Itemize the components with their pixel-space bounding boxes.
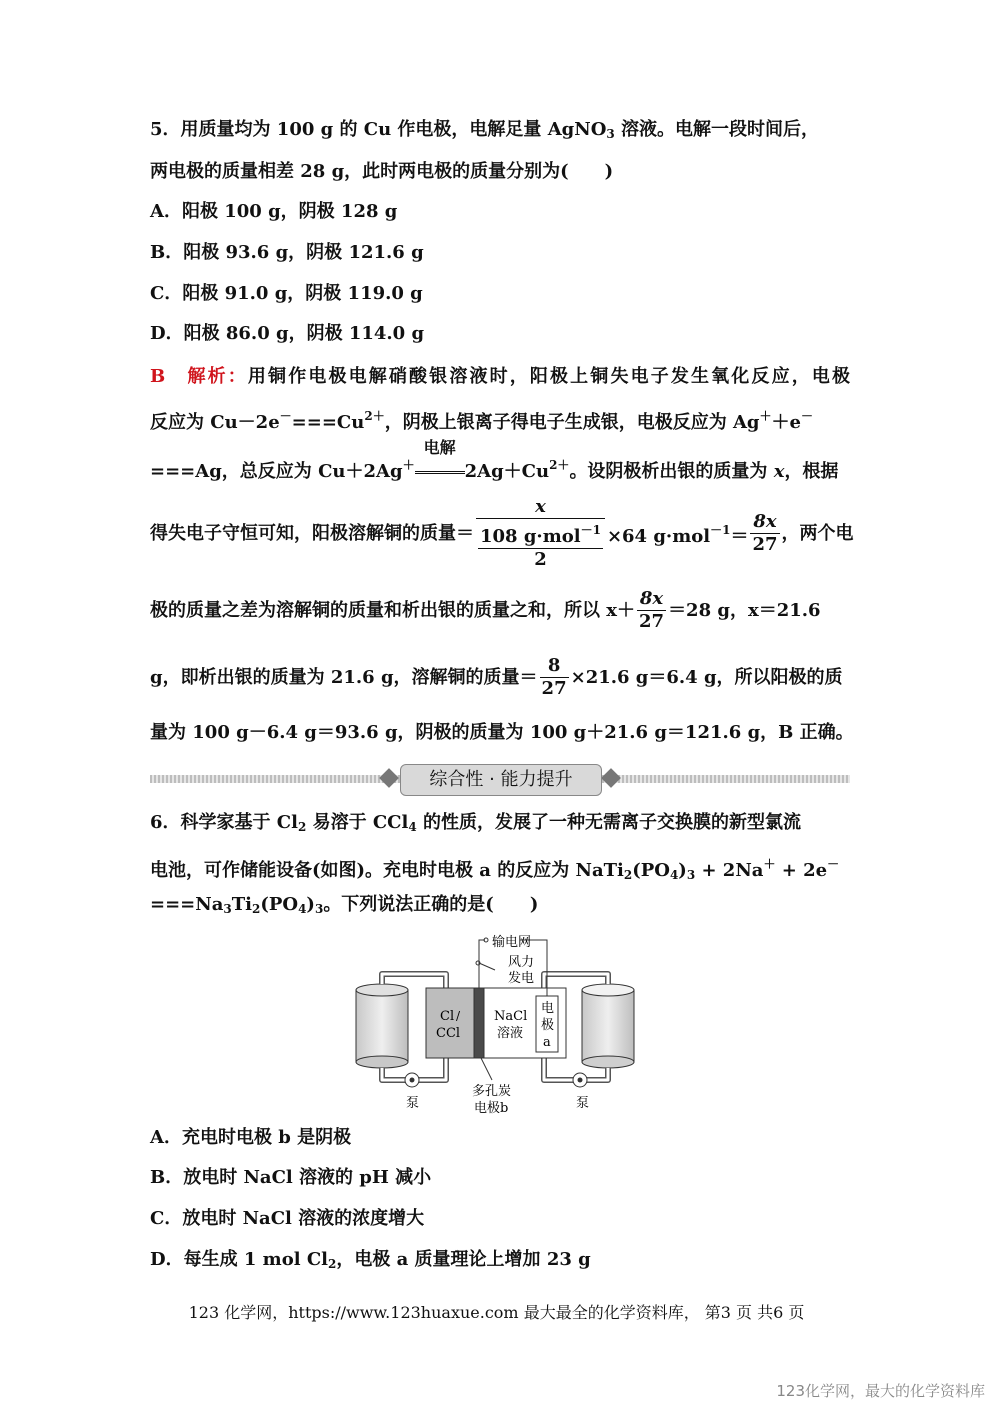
q5-explanation-line7: 量为 100 g－6.4 g＝93.6 g，阴极的质量为 100 g＋21.6 g＝121.6 g，B 正确。 xyxy=(150,722,854,743)
svg-text:泵: 泵 xyxy=(576,1096,590,1111)
porous-carbon-electrode-b xyxy=(474,988,484,1058)
q6-option-a[interactable]: A．充电时电极 b 是阴极 xyxy=(150,1127,352,1148)
eight-x-fraction: $\frac{8x}{27}$ xyxy=(752,511,778,555)
svg-text:溶液: 溶液 xyxy=(497,1026,524,1041)
left-tank xyxy=(356,984,408,1068)
answer-label: 解析： xyxy=(187,366,248,387)
svg-text:a: a xyxy=(543,1035,551,1050)
q5-option-b[interactable]: B．阳极 93.6 g，阴极 121.6 g xyxy=(150,242,424,263)
q5-explanation-line5: 极的质量之差为溶解铜的质量和析出银的质量之和，所以 x＋ $\frac{8x}{27}$ ＝28 g，x＝21.6 xyxy=(150,588,821,632)
q6-stem-line1: 6．科学家基于 $Cl_2$ 易溶于 CCl$_4$ 的性质，发展了一种无需离子交换膜的新型氯流 xyxy=(150,812,801,834)
svg-text:极: 极 xyxy=(541,1018,555,1033)
q5-option-c[interactable]: C．阳极 91.0 g，阴极 119.0 g xyxy=(150,283,423,304)
electrolysis-arrow: 电解 xyxy=(415,460,465,484)
page-footer: 123 化学网，https://www.123huaxue.com 最大最全的化学资料库， 第3 页 共6 页 xyxy=(188,1303,805,1322)
svg-text:电: 电 xyxy=(541,1001,555,1016)
right-tank xyxy=(582,984,634,1068)
q5-option-a[interactable]: A．阳极 100 g，阴极 128 g xyxy=(150,201,398,222)
svg-text:泵: 泵 xyxy=(406,1096,420,1111)
q5-explanation-line6: g，即析出银的质量为 21.6 g，溶解铜的质量＝ $\frac{8}{27}$ ×21.6 g＝6.4 g，所以阳极的质 xyxy=(150,655,843,699)
q6-stem-line3: $===Na_3Ti_2(PO_4)_3$。下列说法正确的是( ) xyxy=(150,894,539,916)
watermark: 123化学网，最大的化学资料库 xyxy=(776,1382,985,1400)
svg-text:/: / xyxy=(456,1009,461,1023)
q5-option-d[interactable]: D．阳极 86.0 g，阴极 114.0 g xyxy=(150,323,425,344)
q6-option-c[interactable]: C．放电时 NaCl 溶液的浓度增大 xyxy=(150,1208,425,1229)
q6-option-b[interactable]: B．放电时 NaCl 溶液的 pH 减小 xyxy=(150,1167,432,1188)
svg-text:风力: 风力 xyxy=(508,955,535,970)
svg-text:电极b: 电极b xyxy=(474,1101,509,1116)
chlorine-flow-battery-diagram xyxy=(340,930,650,1120)
q5-explanation-line3: ===Ag，总反应为 Cu＋2Ag＋ 电解 $2Ag+Cu^{2+}$。设阴极析出银的质量为 x，根据 xyxy=(150,438,839,482)
q5-explanation-line1: B 解析：用铜作电极电解硝酸银溶液时，阳极上铜失电子发生氧化反应，电极 xyxy=(150,366,850,387)
q5-explanation-line2: 反应为 $Cu-2e^-===Cu^{2+}$，阴极上银离子得电子生成银，电极反应为 Ag＋＋e－ xyxy=(150,409,814,433)
svg-text:发电: 发电 xyxy=(508,971,535,986)
q5-explanation-line4: 得失电子守恒可知，阳极溶解铜的质量＝ x 108 g·mol$^{-1}$ 2 ×64 g·mol$^{-1}$＝ $\frac{8x}{27}$ ，两个电 xyxy=(150,496,854,570)
svg-text:多孔炭: 多孔炭 xyxy=(472,1084,512,1099)
svg-text:NaCl: NaCl xyxy=(494,1009,528,1024)
q5-stem-line2: 两电极的质量相差 28 g，此时两电极的质量分别为( ) xyxy=(150,161,614,182)
section-title: 综合性 · 能力提升 xyxy=(400,764,602,796)
svg-text:Cl: Cl xyxy=(440,1009,455,1024)
grid-label: 输电网 xyxy=(492,935,532,950)
q5-stem-line1: 5．用质量均为 100 g 的 Cu 作电极，电解足量 AgNO$_3$ 溶液。电解一段时间后， xyxy=(150,119,820,141)
section-banner xyxy=(150,764,850,794)
svg-text:CCl: CCl xyxy=(436,1026,461,1041)
answer-letter: B xyxy=(150,366,166,387)
q6-stem-line2: 电池，可作储能设备(如图)。充电时电极 a 的反应为 $NaTi_2(PO_4)_3 + 2Na^+ + 2e^-$ xyxy=(150,857,840,882)
cu-mass-fraction: x 108 g·mol$^{-1}$ 2 xyxy=(476,496,605,571)
q6-option-d[interactable]: D．每生成 1 mol $Cl_2$，电极 a 质量理论上增加 23 g xyxy=(150,1249,591,1271)
